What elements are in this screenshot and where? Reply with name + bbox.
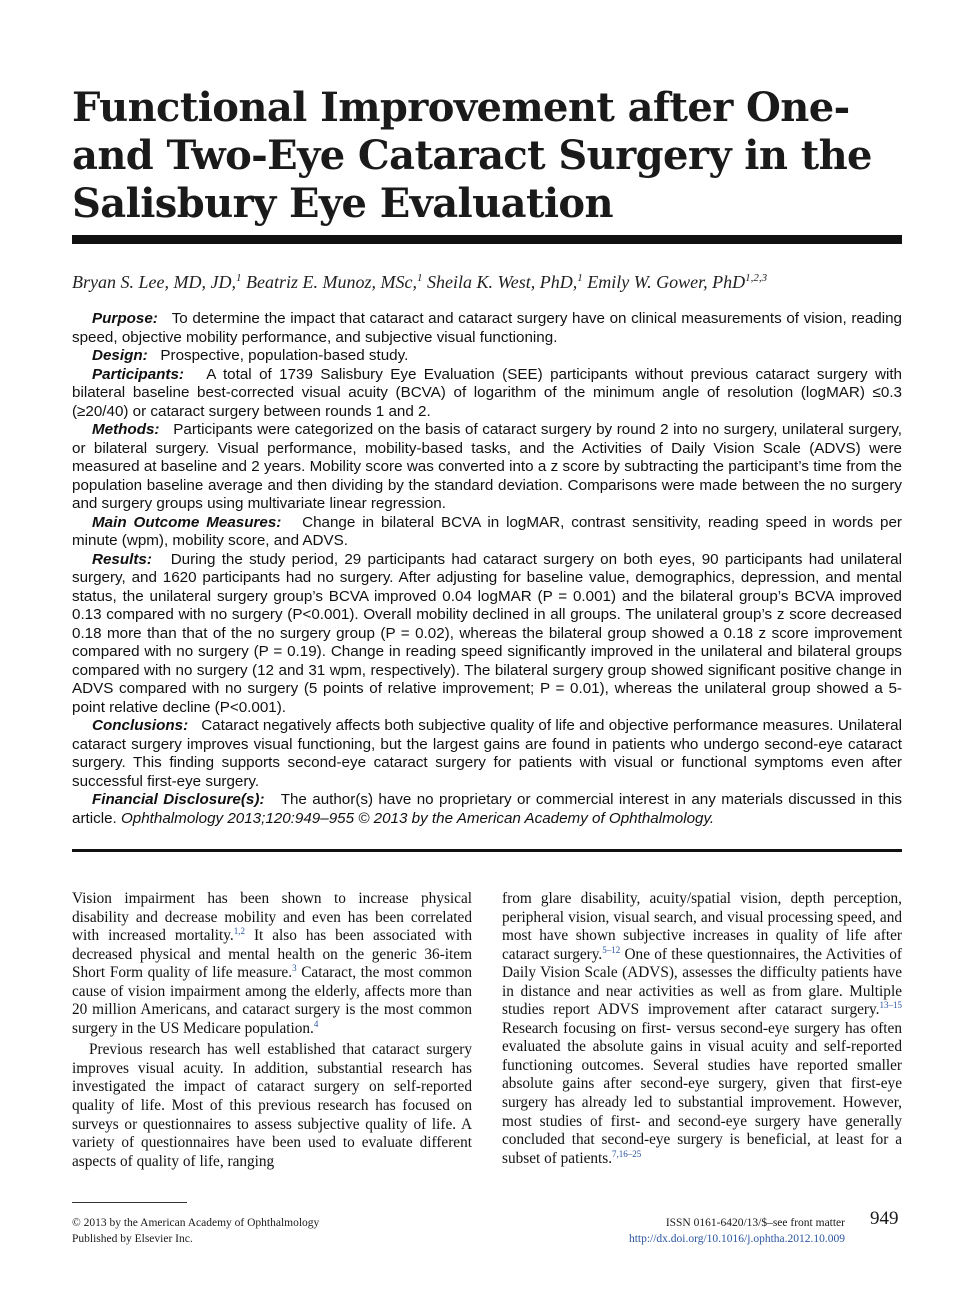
title-rule	[72, 235, 902, 244]
section-text: A total of 1739 Salisbury Eye Evaluation (SEE) participants without previous cataract surgery with bilateral baseline best-corrected visual acuity (BCVA) of logarithm of the minimum angle of resolution (logMAR) ≤0.3 (≥20/40) or cataract surgery between rounds 1 and 2.	[72, 365, 902, 420]
section-text: Participants were categorized on the basis of cataract surgery by round 2 into no surgery, unilateral surgery, or bilateral surgery. Visual performance, mobility-based tasks, and the Activities of Daily Vision Scale (ADVS) were measured at baseline and 2 years. Mobility score was converted into a z score by subtracting the participant’s time from the population baseline average and then dividing by the standard deviation. Comparisons were made between the no surgery and surgery groups using multivariate linear regression.	[72, 421, 902, 512]
body-column-left	[72, 890, 472, 1171]
reference-marker[interactable]: 4	[313, 1018, 319, 1029]
section-label: Design:	[92, 347, 148, 364]
abstract-design	[72, 347, 902, 366]
author-name: Bryan S. Lee, MD, JD,	[72, 272, 236, 292]
author-name: Sheila K. West, PhD,	[426, 272, 578, 292]
copyright-line: © 2013 by the American Academy of Ophthalmology	[72, 1217, 320, 1229]
footer-rule	[72, 1202, 187, 1203]
abstract	[72, 310, 902, 828]
issn-line: ISSN 0161-6420/13/$–see front matter	[665, 1217, 845, 1229]
reference-marker[interactable]: 3	[292, 963, 297, 974]
page-number: 949	[870, 1208, 899, 1229]
footer-left	[72, 1215, 319, 1247]
section-label: Conclusions:	[92, 717, 189, 734]
section-label: Financial Disclosure(s):	[92, 791, 265, 808]
doi-link[interactable]: http://dx.doi.org/10.1016/j.ophtha.2012.10.009	[628, 1233, 845, 1245]
abstract-rule	[72, 849, 902, 852]
citation-line: Ophthalmology 2013;120:949–955 © 2013 by the American Academy of Ophthalmology.	[120, 809, 715, 827]
section-text: The author(s) have no proprietary or commercial interest in any materials discussed in this article.	[72, 791, 902, 827]
author-list	[72, 266, 902, 294]
body-column-right	[502, 890, 902, 1168]
abstract-disclosure	[72, 791, 902, 828]
abstract-conclusions	[72, 717, 902, 791]
reference-marker[interactable]: 7,16–25	[612, 1148, 642, 1159]
reference-marker[interactable]: 5–12	[602, 944, 621, 955]
section-text: To determine the impact that cataract and cataract surgery have on clinical measurements of vision, reading speed, objective mobility performance, and subjective visual functioning.	[72, 310, 902, 346]
author-name: Emily W. Gower, PhD	[587, 272, 746, 292]
author-affiliation: 1,2,3	[745, 272, 768, 284]
abstract-outcomes	[72, 514, 902, 551]
section-label: Purpose:	[92, 310, 158, 327]
section-label: Participants:	[92, 365, 184, 383]
author-affiliation: 1	[235, 272, 242, 284]
section-text: During the study period, 29 participants had cataract surgery on both eyes, 90 participants had unilateral surgery, and 1620 participants had no surgery. After adjusting for baseline value, demographics, depression, and mental status, the unilateral surgery group’s BCVA improved 0.04 logMAR (P = 0.001) and the bilateral group’s BCVA improved 0.13 compared with no surgery (P<0.001). Overall mobility declined in all groups. The unilateral group’s z score decreased 0.18 more than that of the no surgery group (P = 0.02), whereas the bilateral group showed a 0.18 z score improvement compared with no surgery (P = 0.19). Change in reading speed significantly improved in the unilateral and bilateral groups compared with no surgery (12 and 31 wpm, respectively). The bilateral surgery group showed significant positive change in ADVS compared with no surgery (5 points of relative improvement; P = 0.01), whereas the unilateral group showed a 5-point relative decline (P<0.001).	[72, 550, 902, 716]
section-text: Cataract negatively affects both subjective quality of life and objective performance measures. Unilateral cataract surgery improves visual functioning, but the largest gains are found in patients who undergo second-eye cataract surgery. This finding supports second-eye cataract surgery for patients with visual or functional symptoms even after successful first-eye surgery.	[72, 717, 902, 790]
body-paragraph: from glare disability, acuity/spatial vision, depth perception, peripheral vision, visual search, and visual processing speed, and most have shown subjective increases in quality of life after cataract surgery.$^{5-12}$ One of these questionnaires, the Activities of Daily Vision Scale (ADVS), assesses the difficulty patients have in distance and near activities as well as from glare. Multiple studies report ADVS improvement after cataract surgery.$^{13-15}$ Research focusing on first- versus second-eye surgery has often evaluated the absolute gains in visual acuity and self-reported functioning outcomes. Several studies have reported smaller absolute gains after second-eye surgery, given that first-eye surgery has already led to substantial improvement. However, most studies of first- and second-eye surgery have generally concluded that second-eye surgery is beneficial, at least for a subset of patients.$^{7,16-25}$	[502, 890, 903, 1167]
publisher-line: Published by Elsevier Inc.	[72, 1233, 193, 1245]
article-title: Functional Improvement after One- and Two-Eye Cataract Surgery in the Salisbury Eye Evaluation	[72, 84, 872, 227]
section-label: Results:	[92, 550, 152, 568]
section-text: Change in bilateral BCVA in logMAR, contrast sensitivity, reading speed in words per minute (wpm), mobility score, and ADVS.	[72, 513, 902, 549]
body-paragraph: Vision impairment has been shown to increase physical disability and decrease mobility and even has been correlated with increased mortality.$^{1,2}$ It also has been associated with decreased physical and mental health on the generic 36-item Short Form quality of life measure.$^3$ Cataract, the most common cause of vision impairment among the elderly, affects more than 20 million Americans, and cataract surgery is the most common surgery in the US Medicare population.$^4$	[72, 890, 472, 1037]
section-label: Methods:	[92, 421, 160, 438]
abstract-methods	[72, 421, 902, 514]
reference-marker[interactable]: 1,2	[233, 926, 245, 936]
section-text: Prospective, population-based study.	[160, 347, 409, 364]
reference-marker[interactable]: 13–15	[879, 1000, 902, 1011]
author-name: Beatriz E. Munoz, MSc,	[245, 272, 417, 292]
body-paragraph: Previous research has well established that cataract surgery improves visual acuity. In addition, substantial research has investigated the impact of cataract surgery on self-reported quality of life. Most of this previous research has focused on surveys or questionnaires to assess subjective quality of life. A variety of questionnaires have been used to evaluate different aspects of quality of life, ranging	[72, 1041, 472, 1170]
section-label: Main Outcome Measures:	[92, 513, 282, 531]
abstract-results	[72, 551, 902, 718]
abstract-participants	[72, 366, 902, 422]
abstract-purpose	[72, 310, 902, 347]
footer-right	[560, 1215, 845, 1247]
author-affiliation: 1	[416, 272, 423, 284]
author-affiliation: 1	[577, 272, 583, 284]
